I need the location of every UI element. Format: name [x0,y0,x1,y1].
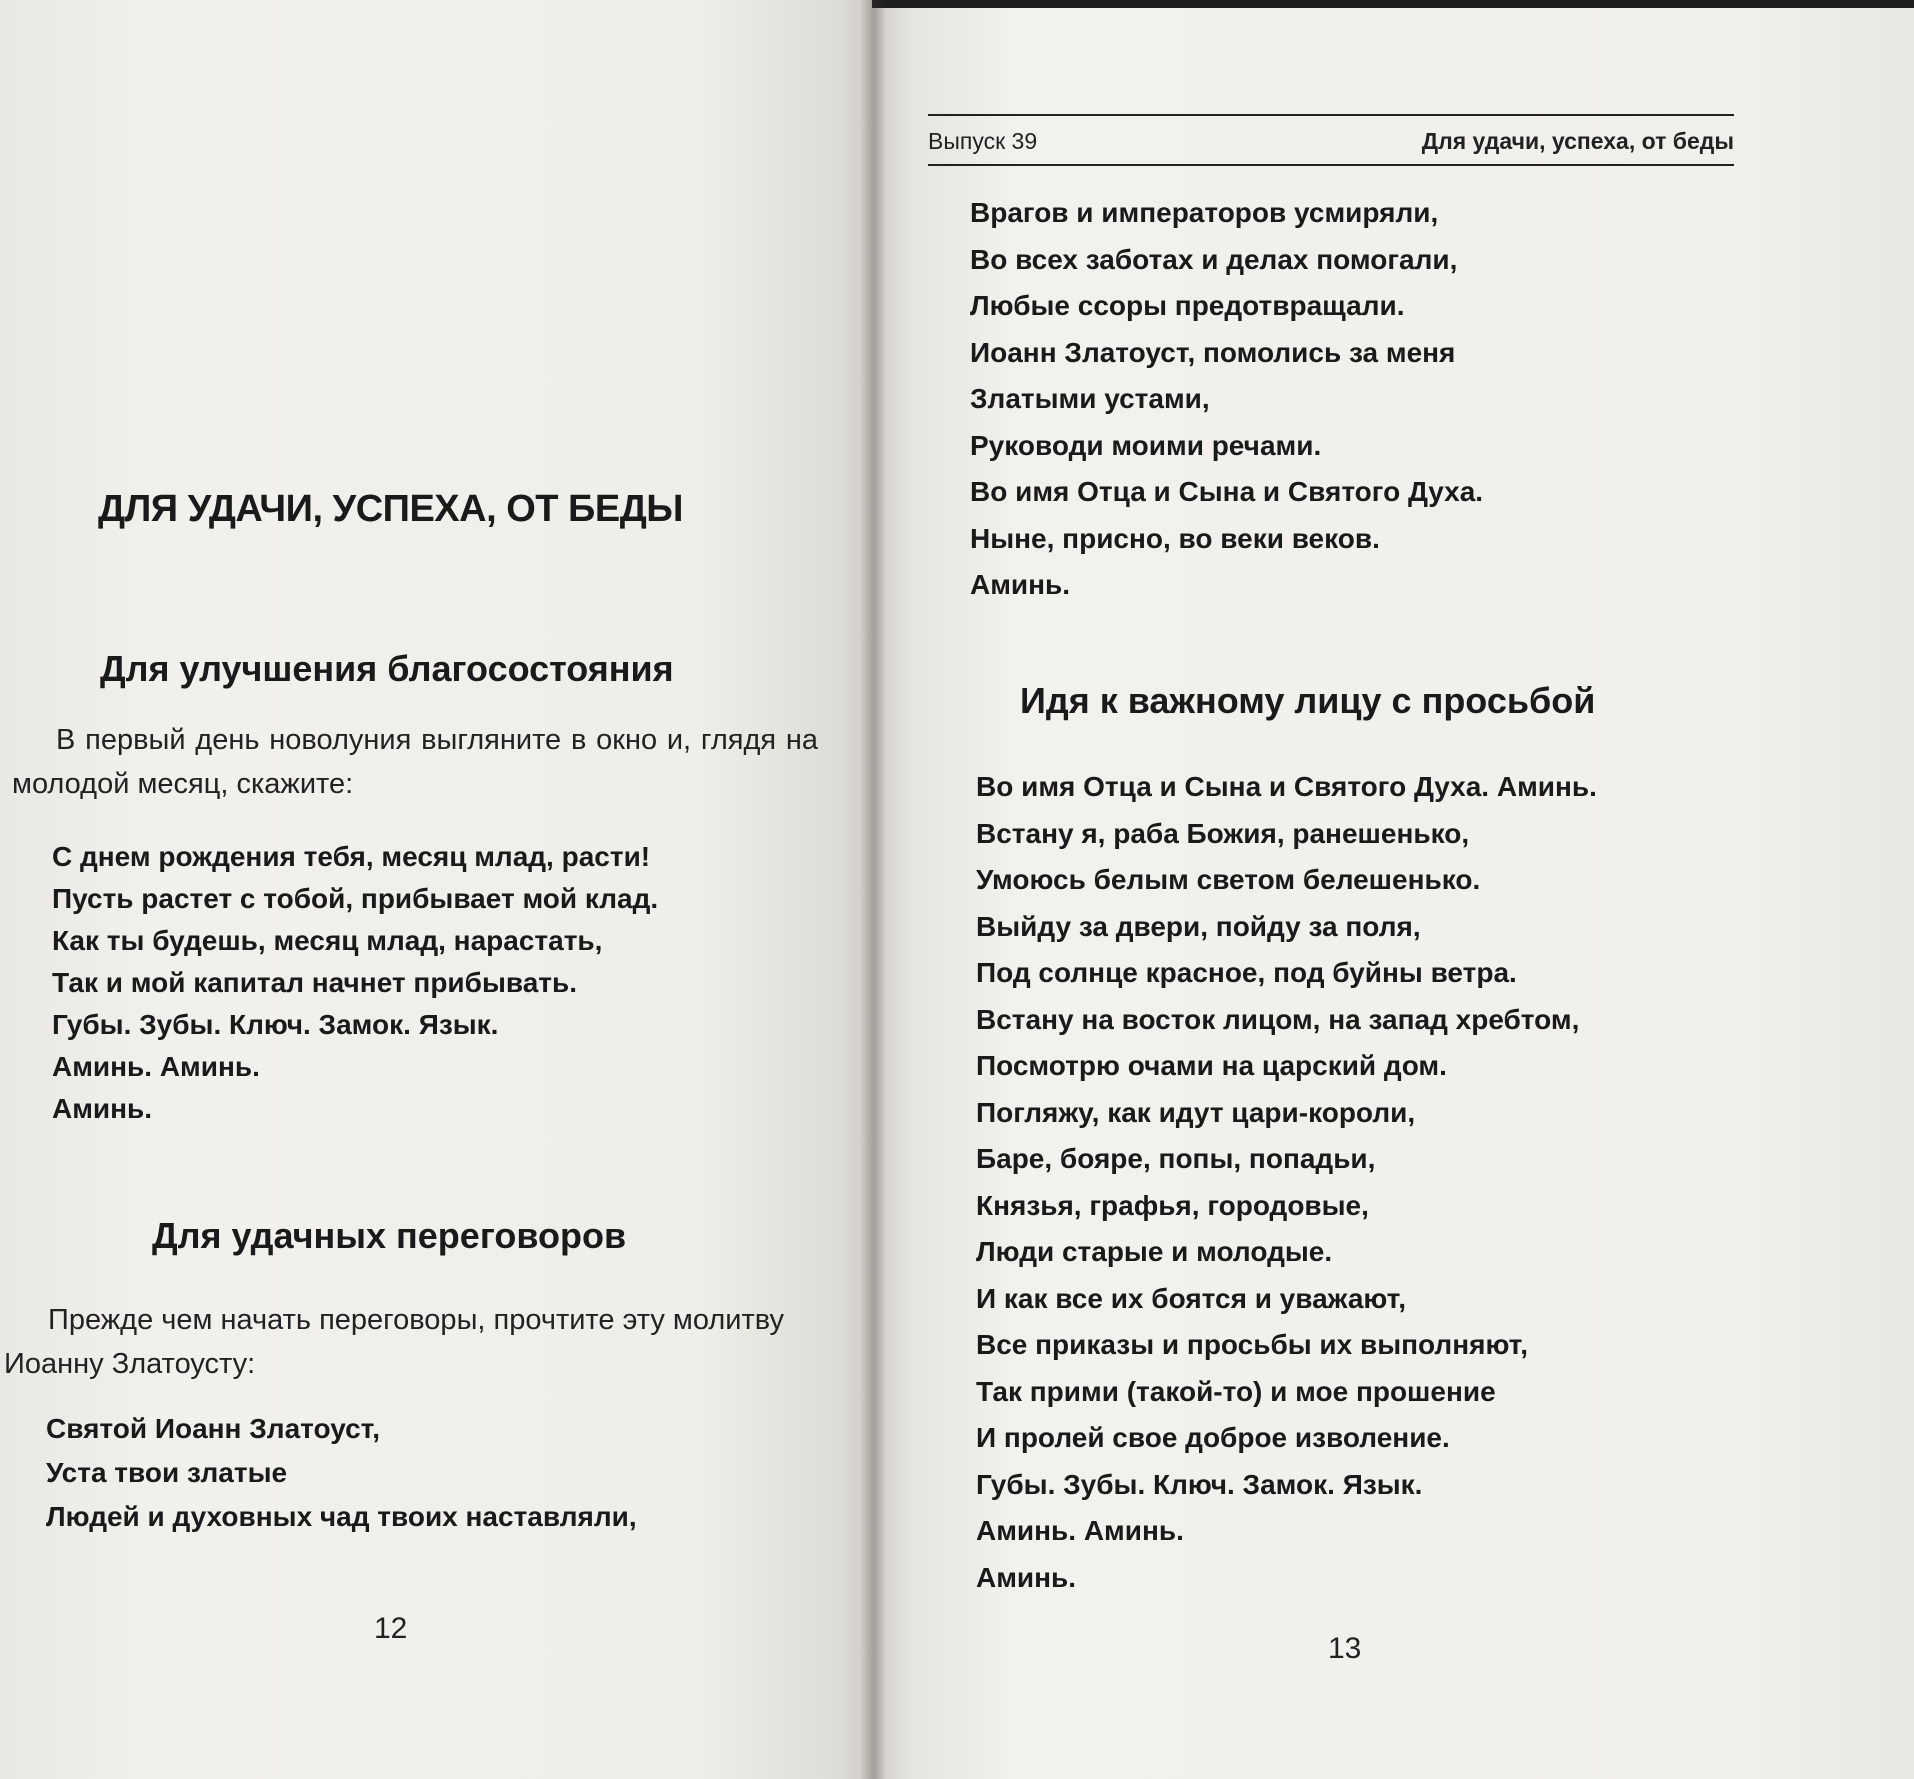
verse-line: Во имя Отца и Сына и Святого Духа. [970,476,1484,507]
verse-line: Аминь. Аминь. [976,1515,1184,1546]
verse-line: Аминь. Аминь. [52,1051,260,1082]
verse-line: Врагов и императоров усмиряли, [970,197,1439,228]
section-title-negotiations: Для удачных переговоров [152,1215,627,1256]
verse-line: Погляжу, как идут цари-короли, [976,1096,1416,1128]
verse-line: Аминь. [52,1093,153,1124]
verse-line: Любые ссоры предотвращали. [970,290,1405,321]
right-page [872,0,1914,1779]
verse-line: Встану я, раба Божия, ранешенько, [976,817,1470,849]
verse-continued [970,190,1483,609]
verse-line: Во имя Отца и Сына и Святого Духа. Аминь. [976,771,1597,802]
verse-line: Людей и духовных чад твоих наставляли, [46,1501,637,1532]
section-label: Для удачи, успеха, от беды [1421,128,1734,154]
page-number-left: 12 [374,1612,408,1645]
verse-prosperity [52,836,658,1130]
page-number-right: 13 [1328,1632,1362,1665]
verse-line: Пусть растет с тобой, прибывает мой клад. [52,883,659,914]
verse-request [976,764,1597,1601]
running-header [928,114,1734,166]
verse-line: Встану на восток лицом, на запад хребтом, [976,1003,1580,1035]
issue-label: Выпуск 39 [928,128,1038,154]
verse-line: Как ты будешь, месяц млад, нарастать, [52,925,603,956]
verse-line: Умоюсь белым светом белешенько. [976,864,1481,895]
verse-line: Аминь. [970,569,1071,600]
verse-line: Люди старые и молодые. [976,1236,1333,1267]
verse-line: Аминь. [976,1561,1077,1593]
verse-line: И как все их боятся и уважают, [976,1282,1407,1314]
verse-line: Златыми устами, [970,383,1210,414]
verse-line: Под солнце красное, под буйны ветра. [976,957,1517,988]
verse-line: Губы. Зубы. Ключ. Замок. Язык. [52,1009,499,1040]
verse-line: Уста твои златые [46,1457,288,1488]
verse-line: И пролей свое доброе изволение. [976,1422,1450,1453]
verse-line: Так и мой капитал начнет прибывать. [52,967,577,998]
verse-line: Князья, графья, городовые, [976,1189,1369,1221]
left-page [0,0,872,1779]
verse-line: Баре, бояре, попы, попадьи, [976,1143,1376,1174]
section-title-request: Идя к важному лицу с просьбой [1020,680,1596,721]
verse-line: Святой Иоанн Златоуст, [46,1413,381,1444]
section-title-prosperity: Для улучшения благосостояния [100,648,674,689]
verse-line: Выйду за двери, пойду за поля, [976,910,1421,942]
verse-line: Посмотрю очами на царский дом. [976,1050,1447,1081]
verse-line: Иоанн Златоуст, помолись за меня [970,336,1456,368]
chapter-title: ДЛЯ УДАЧИ, УСПЕХА, ОТ БЕДЫ [98,488,683,530]
verse-line: С днем рождения тебя, месяц млад, расти! [52,841,651,872]
verse-line: Руководи моими речами. [970,429,1322,461]
verse-line: Во всех заботах и делах помогали, [970,243,1458,275]
section-intro-prosperity: В первый день новолуния выгляните в окно и, глядя на молодой месяц, скажите: [12,724,818,800]
verse-line: Ныне, присно, во веки веков. [970,522,1380,554]
verse-line: Губы. Зубы. Ключ. Замок. Язык. [976,1468,1423,1500]
section-intro-negotiations: Прежде чем начать переговоры, прочтите эту молитву Иоанну Златоусту: [4,1304,785,1380]
verse-line: Так прими (такой-то) и мое прошение [976,1375,1496,1407]
verse-negotiations [46,1407,637,1539]
verse-line: Все приказы и просьбы их выполняют, [976,1329,1529,1360]
